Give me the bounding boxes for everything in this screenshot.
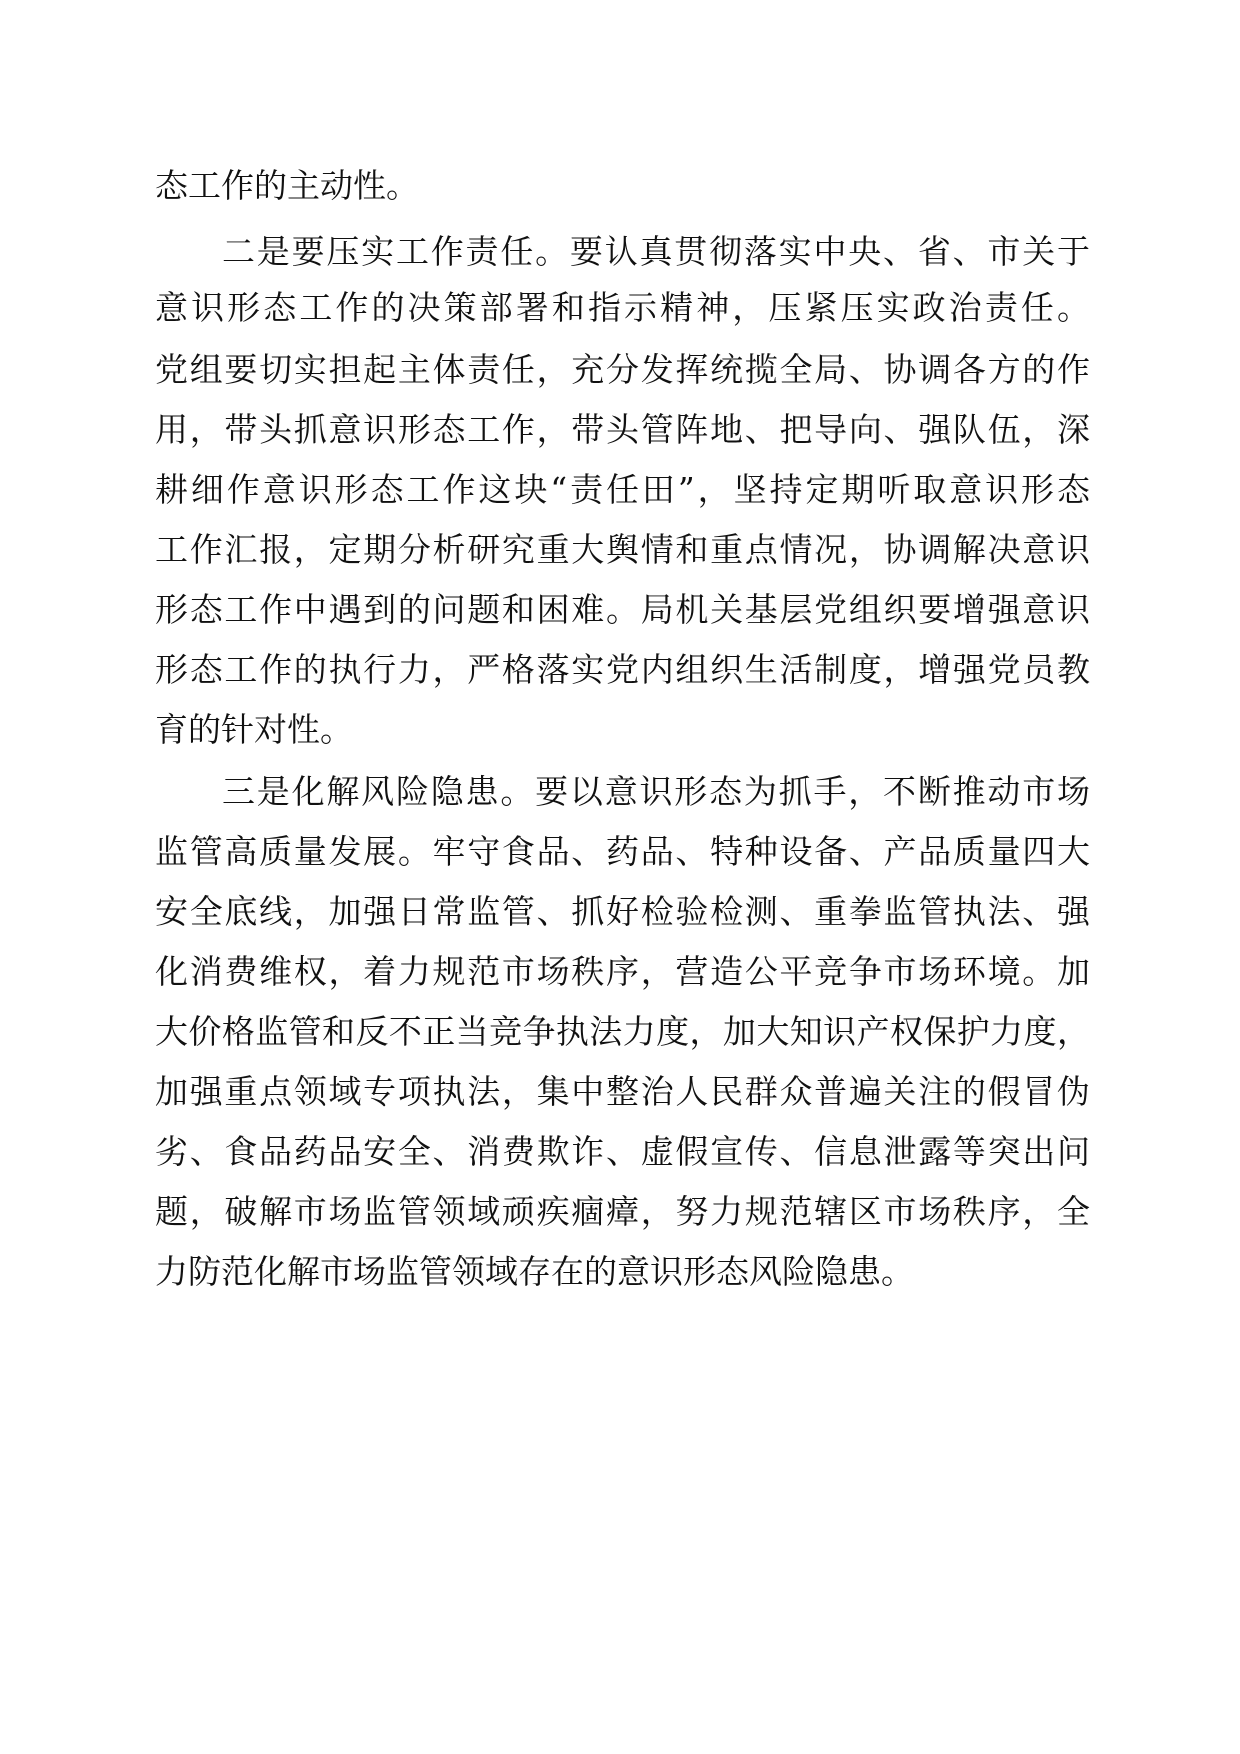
text-line: 态工作的主动性。	[155, 166, 419, 205]
text-line: 党组要切实担起主体责任，充分发挥统揽全局、协调各方的作	[155, 350, 1090, 389]
text-line: 育的针对性。	[155, 710, 353, 749]
text-line: 二是要压实工作责任。要认真贯彻落实中央、省、市关于	[222, 232, 1090, 271]
text-line: 耕细作意识形态工作这块“责任田”，坚持定期听取意识形态	[155, 470, 1090, 509]
text-line: 加强重点领域专项执法，集中整治人民群众普遍关注的假冒伪	[155, 1072, 1090, 1111]
text-line: 三是化解风险隐患。要以意识形态为抓手，不断推动市场	[222, 772, 1090, 811]
text-line: 用，带头抓意识形态工作，带头管阵地、把导向、强队伍，深	[155, 410, 1090, 449]
text-line: 力防范化解市场监管领域存在的意识形态风险隐患。	[155, 1252, 914, 1291]
text-line: 化消费维权，着力规范市场秩序，营造公平竞争市场环境。加	[155, 952, 1090, 991]
text-line: 劣、食品药品安全、消费欺诈、虚假宣传、信息泄露等突出问	[155, 1132, 1090, 1171]
text-line: 意识形态工作的决策部署和指示精神，压紧压实政治责任。	[155, 288, 1090, 327]
text-line: 工作汇报，定期分析研究重大舆情和重点情况，协调解决意识	[155, 530, 1090, 569]
text-line: 形态工作中遇到的问题和困难。局机关基层党组织要增强意识	[155, 590, 1090, 629]
text-line: 大价格监管和反不正当竞争执法力度，加大知识产权保护力度，	[155, 1012, 1090, 1051]
text-line: 题，破解市场监管领域顽疾痼瘴，努力规范辖区市场秩序，全	[155, 1192, 1090, 1231]
text-line: 形态工作的执行力，严格落实党内组织生活制度，增强党员教	[155, 650, 1090, 689]
text-line: 安全底线，加强日常监管、抓好检验检测、重拳监管执法、强	[155, 892, 1090, 931]
text-line: 监管高质量发展。牢守食品、药品、特种设备、产品质量四大	[155, 832, 1090, 871]
